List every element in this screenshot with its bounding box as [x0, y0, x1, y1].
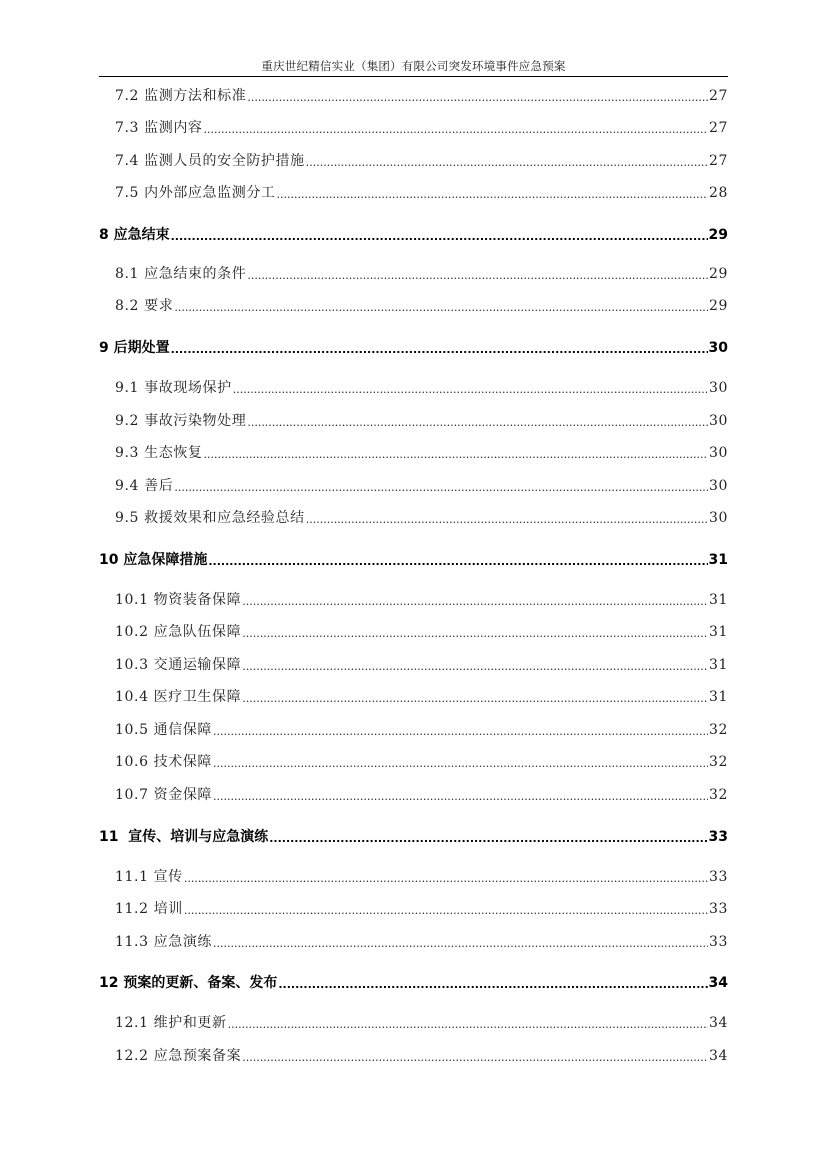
toc-entry-7-2[interactable]	[115, 86, 728, 106]
toc-entry-title: 9.4 善后	[115, 478, 174, 494]
toc-entry-7-3[interactable]	[115, 118, 728, 138]
toc-entry-title: 10.5 通信保障	[115, 722, 213, 738]
dot-leader	[242, 626, 708, 642]
toc-entry-page: 31	[708, 657, 728, 673]
toc-chapter-page: 29	[708, 227, 728, 243]
toc-chapter-8[interactable]	[99, 225, 728, 245]
toc-entry-title: 10.7 资金保障	[115, 787, 213, 803]
toc-entry-page: 30	[708, 478, 728, 494]
toc-entry-title: 7.5 内外部应急监测分工	[115, 185, 276, 201]
toc-entry-page: 31	[708, 592, 728, 608]
toc-chapter-title: 8 应急结束	[99, 227, 170, 243]
toc-chapter-9[interactable]	[99, 338, 728, 358]
dot-leader	[171, 342, 708, 358]
toc-entry-title: 10.1 物资装备保障	[115, 592, 242, 608]
toc-entry-page: 32	[708, 754, 728, 770]
toc-entry-page: 31	[708, 689, 728, 705]
toc-entry-title: 12.2 应急预案备案	[115, 1048, 242, 1064]
toc-entry-page: 33	[708, 869, 728, 885]
dot-leader	[171, 229, 708, 245]
toc-chapter-10[interactable]	[99, 550, 728, 570]
toc-entry-page: 31	[708, 624, 728, 640]
dot-leader	[306, 512, 708, 528]
toc-entry-page: 28	[708, 185, 728, 201]
toc-chapter-title: 11 宣传、培训与应急演练	[99, 829, 269, 845]
dot-leader	[204, 122, 708, 138]
dot-leader	[306, 155, 708, 171]
dot-leader	[247, 90, 708, 106]
toc-entry-title: 9.1 事故现场保护	[115, 380, 232, 396]
toc-entry-page: 30	[708, 445, 728, 461]
toc-entry-page: 29	[708, 298, 728, 314]
toc-entry-title: 10.4 医疗卫生保障	[115, 689, 242, 705]
toc-entry-page: 34	[708, 1048, 728, 1064]
toc-entry-8-2[interactable]	[115, 296, 728, 316]
dot-leader	[184, 903, 708, 919]
toc-chapter-page: 31	[708, 552, 728, 568]
dot-leader	[208, 554, 707, 570]
toc-entry-10-6[interactable]	[115, 752, 728, 772]
toc-entry-7-4[interactable]	[115, 151, 728, 171]
toc-entry-title: 7.3 监测内容	[115, 120, 203, 136]
toc-entry-10-1[interactable]	[115, 590, 728, 610]
toc-entry-10-3[interactable]	[115, 655, 728, 675]
toc-entry-page: 27	[708, 153, 728, 169]
toc-entry-title: 10.2 应急队伍保障	[115, 624, 242, 640]
dot-leader	[233, 382, 708, 398]
toc-entry-page: 34	[708, 1015, 728, 1031]
toc-entry-9-5[interactable]	[115, 508, 728, 528]
dot-leader	[277, 187, 708, 203]
dot-leader	[242, 594, 708, 610]
toc-entry-10-5[interactable]	[115, 720, 728, 740]
toc-chapter-title: 10 应急保障措施	[99, 552, 208, 568]
toc-entry-title: 8.2 要求	[115, 298, 174, 314]
toc-entry-page: 33	[708, 901, 728, 917]
dot-leader	[184, 871, 708, 887]
toc-entry-9-3[interactable]	[115, 443, 728, 463]
toc-entry-title: 9.2 事故污染物处理	[115, 413, 247, 429]
toc-entry-page: 30	[708, 413, 728, 429]
dot-leader	[242, 691, 708, 707]
toc-chapter-11[interactable]	[99, 827, 728, 847]
toc-entry-page: 32	[708, 722, 728, 738]
dot-leader	[228, 1017, 708, 1033]
toc-entry-title: 11.2 培训	[115, 901, 183, 917]
toc-entry-10-7[interactable]	[115, 785, 728, 805]
dot-leader	[247, 415, 708, 431]
toc-chapter-12[interactable]	[99, 973, 728, 993]
toc-entry-11-2[interactable]	[115, 899, 728, 919]
toc-entry-12-2[interactable]	[115, 1046, 728, 1066]
toc-entry-title: 10.6 技术保障	[115, 754, 213, 770]
toc-entry-12-1[interactable]	[115, 1013, 728, 1033]
dot-leader	[242, 659, 708, 675]
dot-leader	[213, 936, 708, 952]
toc-chapter-page: 30	[708, 340, 728, 356]
toc-entry-title: 7.2 监测方法和标准	[115, 88, 247, 104]
toc-entry-page: 27	[708, 88, 728, 104]
toc-entry-page: 32	[708, 787, 728, 803]
toc-entry-title: 9.5 救援效果和应急经验总结	[115, 510, 305, 526]
toc-entry-10-2[interactable]	[115, 622, 728, 642]
toc-entry-title: 12.1 维护和更新	[115, 1015, 227, 1031]
toc-entry-9-2[interactable]	[115, 411, 728, 431]
toc-entry-9-1[interactable]	[115, 378, 728, 398]
toc-entry-title: 11.1 宣传	[115, 869, 183, 885]
dot-leader	[213, 789, 708, 805]
toc-entry-7-5[interactable]	[115, 183, 728, 203]
toc-entry-title: 9.3 生态恢复	[115, 445, 203, 461]
toc-entry-10-4[interactable]	[115, 687, 728, 707]
dot-leader	[242, 1050, 708, 1066]
toc-chapter-title: 9 后期处置	[99, 340, 170, 356]
toc-entry-title: 8.1 应急结束的条件	[115, 266, 247, 282]
toc-entry-title: 10.3 交通运输保障	[115, 657, 242, 673]
toc-entry-page: 29	[708, 266, 728, 282]
toc-entry-9-4[interactable]	[115, 476, 728, 496]
toc-entry-title: 7.4 监测人员的安全防护措施	[115, 153, 305, 169]
header-title: 重庆世纪精信实业（集团）有限公司突发环境事件应急预案	[261, 59, 566, 73]
toc-entry-11-3[interactable]	[115, 932, 728, 952]
dot-leader	[174, 480, 708, 496]
dot-leader	[174, 300, 708, 316]
dot-leader	[247, 268, 708, 284]
toc-chapter-page: 34	[708, 975, 728, 991]
toc-entry-page: 30	[708, 380, 728, 396]
dot-leader	[204, 447, 708, 463]
toc-chapter-page: 33	[708, 829, 728, 845]
dot-leader	[269, 831, 707, 847]
toc-entry-page: 27	[708, 120, 728, 136]
toc-chapter-title: 12 预案的更新、备案、发布	[99, 975, 278, 991]
toc-entry-11-1[interactable]	[115, 867, 728, 887]
toc-entry-page: 33	[708, 934, 728, 950]
toc-entry-8-1[interactable]	[115, 264, 728, 284]
dot-leader	[278, 977, 707, 993]
toc-entry-page: 30	[708, 510, 728, 526]
dot-leader	[213, 756, 708, 772]
dot-leader	[213, 724, 708, 740]
toc-entry-title: 11.3 应急演练	[115, 934, 213, 950]
